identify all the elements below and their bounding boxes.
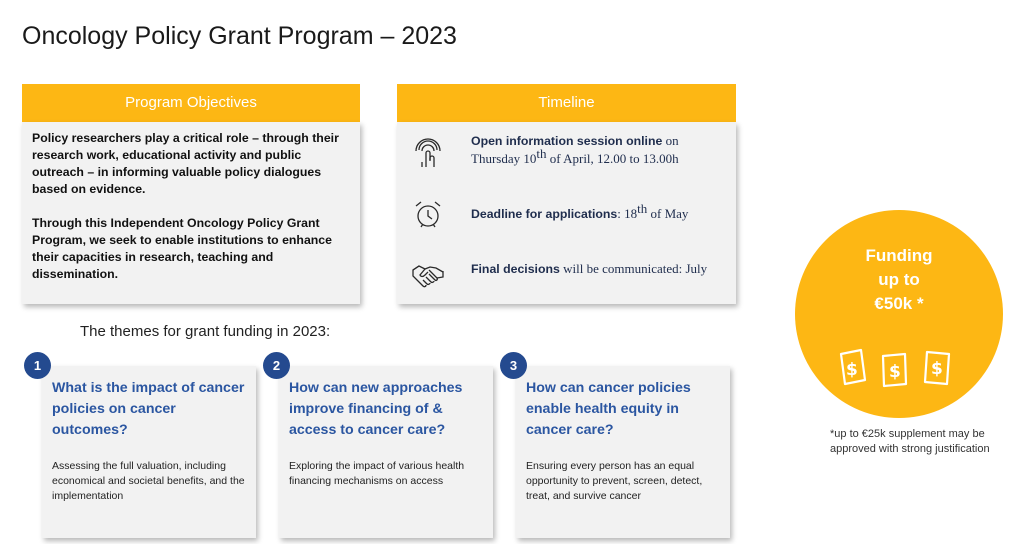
theme-question: How can new approaches improve financing of & access to cancer care? <box>289 380 463 438</box>
theme-question: How can cancer policies enable health equity in cancer care? <box>526 380 691 438</box>
svg-text:$: $ <box>889 362 901 382</box>
alarm-clock-icon <box>411 197 445 231</box>
timeline-text-2: Deadline for applications: 18th of May <box>471 200 689 221</box>
theme-card-1 <box>42 366 256 538</box>
funding-footnote: *up to €25k supplement may be approved with strong justification <box>830 428 990 455</box>
timeline-text-3: Final decisions will be communicated: July <box>471 261 708 276</box>
theme-description: Exploring the impact of various health financing mechanisms on access <box>289 460 465 487</box>
themes-intro: The themes for grant funding in 2023: <box>80 323 331 340</box>
theme-card-2 <box>279 366 493 538</box>
timeline-panel <box>397 122 736 304</box>
objectives-paragraph-2: Through this Independent Oncology Policy Grant Program, we seek to enable institutions to enhance their capacities in research, teaching and dissemination. <box>32 216 332 281</box>
funding-circle <box>795 210 1003 418</box>
svg-text:$: $ <box>846 360 858 380</box>
theme-description: Assessing the full valuation, including economical and societal benefits, and the implementation <box>52 460 245 502</box>
funding-text <box>795 244 1003 316</box>
handshake-icon <box>411 258 445 292</box>
theme-number-badge-2: 2 <box>263 352 290 379</box>
objectives-text <box>32 130 350 283</box>
theme-question: What is the impact of cancer policies on cancer outcomes? <box>52 380 245 438</box>
objectives-heading: Program Objectives <box>22 84 360 122</box>
objectives-panel <box>22 122 360 304</box>
theme-number-badge-1: 1 <box>24 352 51 379</box>
timeline-heading: Timeline <box>397 84 736 122</box>
page-title: Oncology Policy Grant Program – 2023 <box>22 22 457 50</box>
svg-text:$: $ <box>931 359 943 379</box>
objectives-paragraph-1: Policy researchers play a critical role – through their research work, educational activity and public outreach – in informing valuable policy dialogues based on evidence. <box>32 131 339 196</box>
funding-line-3: €50k * <box>874 294 924 313</box>
funding-line-2: up to <box>878 270 920 289</box>
theme-number-badge-3: 3 <box>500 352 527 379</box>
touch-signal-icon <box>411 136 445 170</box>
timeline-text-1: Open information session online on Thursday 10th of April, 12.00 to 13.00h <box>471 133 679 166</box>
theme-description: Ensuring every person has an equal opportunity to prevent, screen, detect, treat, and survive cancer <box>526 460 703 502</box>
money-bills-icon <box>837 344 963 390</box>
theme-card-3 <box>516 366 730 538</box>
funding-line-1: Funding <box>865 246 933 265</box>
